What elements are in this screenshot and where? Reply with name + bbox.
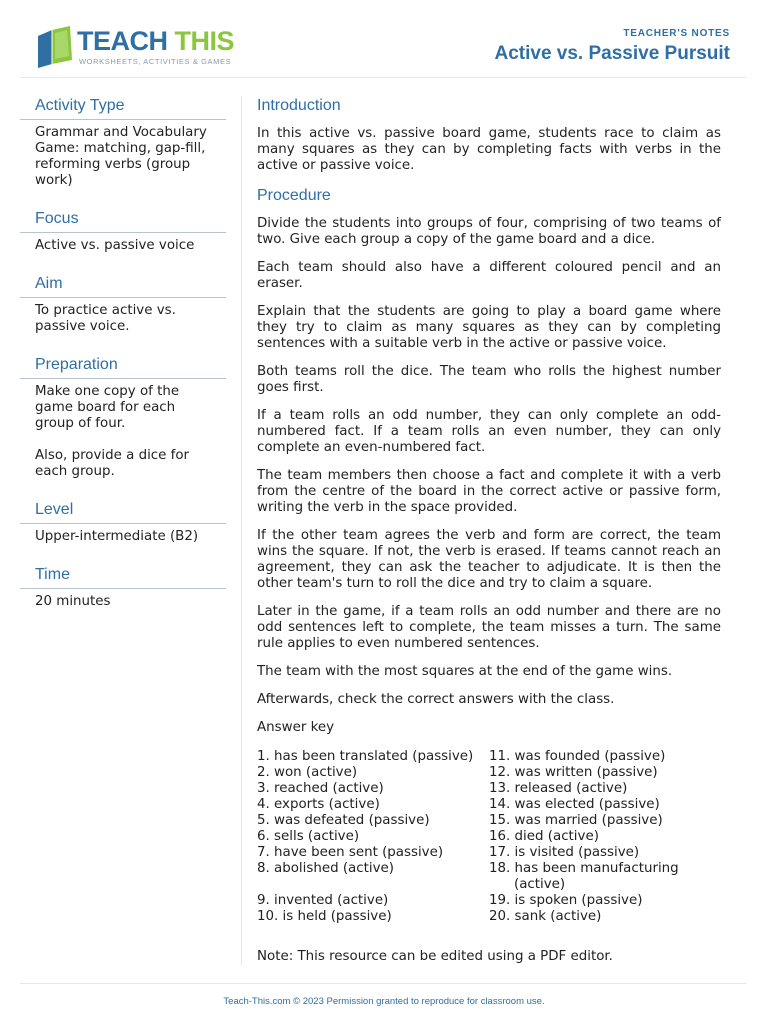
answer-item: 15. was married (passive) [489, 813, 663, 828]
logo-word-teach: TEACH [77, 26, 168, 56]
answer-item: 1. has been translated (passive) [257, 749, 474, 764]
activity-type-section [20, 96, 226, 189]
logo-tagline: WORKSHEETS, ACTIVITIES & GAMES [79, 57, 232, 66]
page-header [0, 0, 768, 80]
level-text: Upper-intermediate (B2) [35, 529, 199, 544]
edit-note: Note: This resource can be edited using a PDF editor. [257, 949, 613, 964]
book-logo-icon [36, 24, 76, 70]
answer-item: 6. sells (active) [257, 829, 360, 844]
logo-wordmark [77, 26, 234, 56]
answer-item: 16. died (active) [489, 829, 599, 844]
main-content [257, 96, 721, 965]
procedure-step: Divide the students into groups of four, comprising of two teams of two. Give each group a copy of the game board and a dice. [257, 216, 721, 247]
page-footer: Teach-This.com © 2023 Permission granted to reproduce for classroom use. [223, 996, 545, 1007]
procedure-step: The team with the most squares at the end of the game wins. [257, 664, 673, 679]
answer-item: 2. won (active) [257, 765, 358, 780]
procedure-step: Later in the game, if a team rolls an odd number and there are no odd sentences left to complete, the team misses a turn. The same rule applies to even numbered sentences. [257, 604, 721, 651]
section-heading: Activity Type [20, 96, 226, 120]
page-title: Active vs. Passive Pursuit [494, 43, 730, 64]
preparation-section [20, 355, 226, 480]
procedure-heading: Procedure [257, 187, 331, 204]
time-section [20, 565, 226, 610]
answer-item: 5. was defeated (passive) [257, 813, 430, 828]
answer-item: 17. is visited (passive) [489, 845, 640, 860]
answer-item: 4. exports (active) [257, 797, 380, 812]
aim-section [20, 274, 226, 335]
answer-item: 7. have been sent (passive) [257, 845, 444, 860]
teach-this-logo [36, 24, 236, 70]
section-heading: Focus [20, 209, 226, 233]
answer-spacer [257, 877, 489, 893]
footer-divider [20, 983, 746, 984]
header-divider [20, 77, 746, 78]
procedure-step: Each team should also have a different coloured pencil and an eraser. [257, 260, 721, 291]
section-heading: Level [20, 500, 226, 524]
procedure-step: If a team rolls an odd number, they can only complete an odd-numbered fact. If a team rolls an even number, they can only complete an even-numbered fact. [257, 408, 721, 455]
answer-key [257, 749, 721, 925]
level-section [20, 500, 226, 545]
answer-item: 19. is spoken (passive) [489, 893, 643, 908]
answer-item: 14. was elected (passive) [489, 797, 660, 812]
answer-item: 20. sank (active) [489, 909, 602, 924]
procedure-step: If the other team agrees the verb and form are correct, the team wins the square. If not, the verb is erased. If teams cannot reach an agreement, they can ask the teacher to adjudicate. It is then the other team's turn to roll the dice and try to claim a square. [257, 528, 721, 591]
focus-section [20, 209, 226, 254]
procedure-step: Afterwards, check the correct answers with the class. [257, 692, 615, 707]
preparation-paragraph: Make one copy of the game board for each group of four. [35, 384, 180, 431]
aim-text: To practice active vs. passive voice. [35, 303, 176, 334]
activity-type-text: Grammar and Vocabulary Game: matching, gap-fill, reforming verbs (group work) [35, 125, 207, 188]
preparation-paragraph: Also, provide a dice for each group. [35, 448, 190, 479]
answer-column-left [257, 749, 489, 925]
answer-item: 8. abolished (active) [257, 861, 394, 876]
answer-item: 9. invented (active) [257, 893, 389, 908]
answer-item: 10. is held (passive) [257, 909, 392, 924]
logo-word-this: THIS [174, 26, 235, 56]
focus-text: Active vs. passive voice [35, 238, 195, 253]
answer-item: 12. was written (passive) [489, 765, 658, 780]
answer-key-label: Answer key [257, 720, 335, 735]
answer-item: 18. has been manufacturing (active) [489, 861, 679, 892]
sidebar [20, 96, 226, 630]
column-divider [241, 96, 242, 966]
procedure-step: Both teams roll the dice. The team who rolls the highest number goes first. [257, 364, 721, 395]
time-text: 20 minutes [35, 594, 111, 609]
answer-item: 3. reached (active) [257, 781, 384, 796]
procedure-step: Explain that the students are going to play a board game where they try to claim as many squares as they can by completing sentences with a suitable verb in the active or passive voice. [257, 304, 721, 351]
document-eyebrow: TEACHER'S NOTES [623, 28, 730, 39]
section-heading: Preparation [20, 355, 226, 379]
introduction-text: In this active vs. passive board game, students race to claim as many squares as they can by completing facts with verbs in the active or passive voice. [257, 126, 721, 173]
introduction-heading: Introduction [257, 97, 341, 114]
answer-column-right [489, 749, 721, 925]
answer-item: 13. released (active) [489, 781, 628, 796]
preparation-text [20, 379, 226, 480]
answer-item: 11. was founded (passive) [489, 749, 666, 764]
procedure-step: The team members then choose a fact and complete it with a verb from the centre of the board in the correct active or passive form, writing the verb in the space provided. [257, 468, 721, 515]
section-heading: Aim [20, 274, 226, 298]
section-heading: Time [20, 565, 226, 589]
